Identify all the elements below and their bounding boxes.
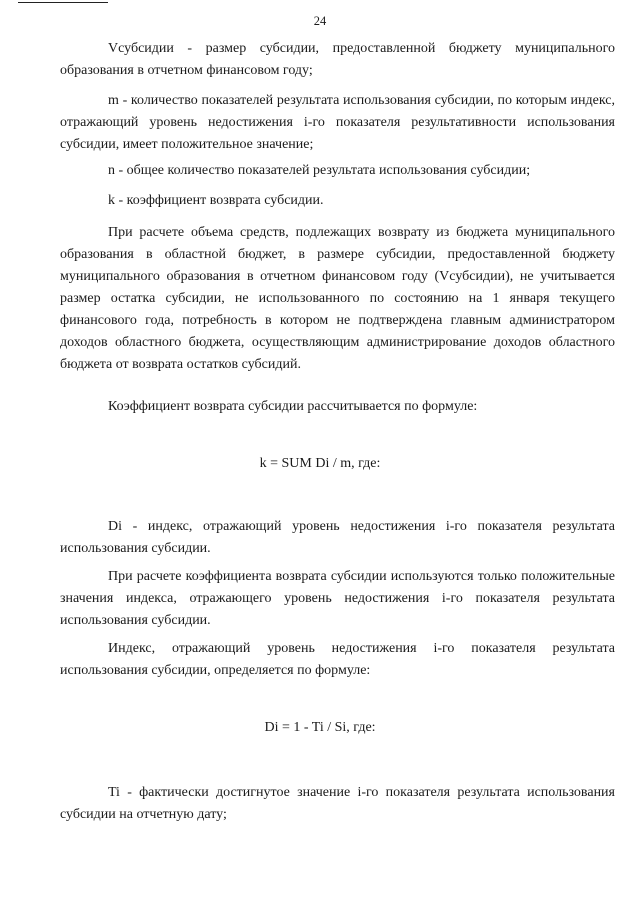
formula-di: Di = 1 - Ti / Si, где:	[264, 720, 376, 735]
paragraph-coefficient-intro: Коэффициент возврата субсидии рассчитывается по формуле:	[108, 399, 478, 414]
paragraph-m-definition: m - количество показателей результата использования субсидии, по которым индекс, отражающий уровень недостижения i-го показателя результативности использования субсидии, имеет положительное значение;	[60, 93, 615, 152]
page-number: 24	[313, 14, 327, 28]
paragraph-di-definition: Di - индекс, отражающий уровень недостижения i-го показателя результата использования субсидии.	[60, 519, 615, 556]
paragraph-vsubsidii: Vсубсидии - размер субсидии, предоставленной бюджету муниципального образования в отчетном финансовом году;	[60, 41, 615, 78]
paragraph-ti-definition: Ti - фактически достигнутое значение i-го показателя результата использования субсидии на отчетную дату;	[60, 785, 615, 822]
paragraph-k-definition: k - коэффициент возврата субсидии.	[108, 193, 324, 208]
formula-k: k = SUM Di / m, где:	[259, 456, 381, 471]
top-rule	[18, 2, 108, 3]
paragraph-calculation-note: При расчете объема средств, подлежащих возврату из бюджета муниципального образования в областной бюджет, в размере субсидии, предоставленной бюджету муниципального образования в отчетном финансовом году (Vсубсидии), не учитывается размер остатка субсидии, не использованного по состоянию на 1 января текущего финансового года, потребность в котором не подтверждена главным администратором доходов областного бюджета, осуществляющим администрирование доходов областного бюджета от возврата остатков субсидий.	[60, 225, 615, 372]
paragraph-n-definition: n - общее количество показателей результата использования субсидии;	[108, 163, 531, 178]
paragraph-positive-values: При расчете коэффициента возврата субсидии используются только положительные значения индекса, отражающего уровень недостижения i-го показателя результата использования субсидии.	[60, 569, 615, 628]
paragraph-index-intro: Индекс, отражающий уровень недостижения i-го показателя результата использования субсидии, определяется по формуле:	[60, 641, 615, 678]
